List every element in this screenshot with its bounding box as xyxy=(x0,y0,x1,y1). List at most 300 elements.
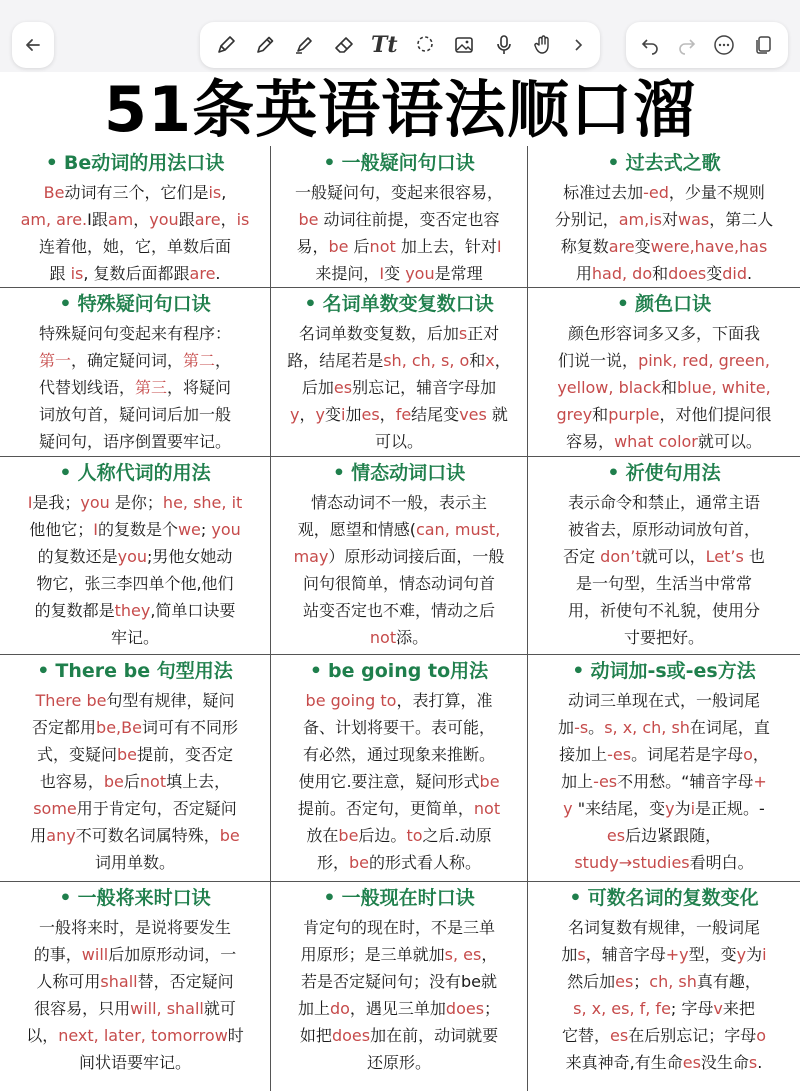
keyword: I xyxy=(27,493,33,512)
grammar-cell xyxy=(0,150,270,287)
text-segment: 的复数都是 xyxy=(34,601,115,620)
text-line xyxy=(277,401,521,428)
text-segment: 后加 xyxy=(301,378,334,397)
text-segment: 就 xyxy=(486,405,508,424)
text-segment: 式，变疑问 xyxy=(36,745,117,764)
text-segment: ，对他们提问很 xyxy=(659,405,772,424)
text-line xyxy=(534,374,794,401)
text-segment: 。 xyxy=(588,718,605,737)
text-line xyxy=(6,347,264,374)
text-line xyxy=(6,941,264,968)
cell-heading-text: Be动词的用法口诀 xyxy=(63,152,225,174)
text-segment: 牢记。 xyxy=(110,628,159,647)
text-segment: 的形式看人称。 xyxy=(369,853,482,872)
text-line xyxy=(277,968,521,995)
text-line xyxy=(534,597,794,624)
text-segment: ； xyxy=(484,999,501,1018)
text-line xyxy=(6,795,264,822)
cell-body xyxy=(277,489,521,651)
text-segment: 还原形。 xyxy=(366,1053,431,1072)
text-line xyxy=(534,320,794,347)
text-segment: 也容易， xyxy=(39,772,104,791)
text-line xyxy=(277,687,521,714)
text-segment: 加 xyxy=(561,945,578,964)
keyword: + xyxy=(753,772,767,791)
keyword: you xyxy=(405,264,435,283)
keyword: be xyxy=(103,772,124,791)
text-segment: 和 xyxy=(592,405,609,424)
image-icon[interactable] xyxy=(452,33,476,57)
text-segment: 是我； xyxy=(32,493,81,512)
grid-divider xyxy=(0,881,800,882)
text-segment: 是你； xyxy=(109,493,163,512)
text-line xyxy=(6,968,264,995)
cell-heading xyxy=(6,291,264,317)
text-segment: 时 xyxy=(227,1026,244,1045)
undo-icon[interactable] xyxy=(640,35,660,55)
text-line xyxy=(6,624,264,651)
keyword: ch, sh xyxy=(649,972,697,991)
keyword: some xyxy=(33,799,77,818)
text-line xyxy=(6,543,264,570)
text-segment: 是正规。- xyxy=(695,799,765,818)
cell-body xyxy=(534,914,794,1076)
text-segment: 和 xyxy=(661,378,678,397)
keyword: we xyxy=(177,520,201,539)
keyword: don’t xyxy=(600,547,642,566)
keyword: 第三 xyxy=(134,378,167,397)
text-segment: 们说一说， xyxy=(558,351,639,370)
text-line xyxy=(534,260,794,287)
text-line xyxy=(6,849,264,876)
keyword: i xyxy=(690,799,696,818)
keyword: next, later, tomorrow xyxy=(58,1026,228,1045)
text-line xyxy=(534,489,794,516)
text-segment: 和 xyxy=(469,351,486,370)
cell-body xyxy=(6,914,264,1076)
keyword: you xyxy=(149,210,179,229)
keyword: does xyxy=(668,264,707,283)
text-segment: , xyxy=(221,183,227,202)
text-segment: 的事， xyxy=(33,945,82,964)
text-segment: 加在前，动词就要 xyxy=(370,1026,499,1045)
text-segment: 结尾变 xyxy=(411,405,460,424)
text-segment: 接加上 xyxy=(559,745,608,764)
text-segment: . xyxy=(757,1053,763,1072)
text-line xyxy=(277,320,521,347)
text-line xyxy=(6,822,264,849)
text-segment: 是一句型，生活当中常常 xyxy=(575,574,752,593)
text-line xyxy=(6,516,264,543)
text-segment: 路，结尾若是 xyxy=(287,351,384,370)
keyword: can, must, xyxy=(415,520,501,539)
keyword: is xyxy=(70,264,84,283)
text-segment: 词用单数。 xyxy=(94,853,175,872)
text-segment: 词可有不同形 xyxy=(141,718,238,737)
cell-heading xyxy=(6,658,264,684)
keyword: s, es xyxy=(444,945,482,964)
bullet-icon: • xyxy=(304,293,317,315)
text-line xyxy=(534,516,794,543)
keyword: purple xyxy=(608,405,660,424)
text-line xyxy=(534,401,794,428)
text-segment: 连着他，她，它，单数后面 xyxy=(38,237,231,256)
text-segment: 然后加 xyxy=(567,972,616,991)
text-segment: 很容易，只用 xyxy=(34,999,131,1018)
cell-heading xyxy=(6,150,264,176)
bullet-icon: • xyxy=(323,887,336,909)
bullet-icon: • xyxy=(59,293,72,315)
text-segment: ，确定疑问词， xyxy=(70,351,183,370)
text-line xyxy=(277,516,521,543)
text-segment: 之后.动原 xyxy=(422,826,492,845)
text-line xyxy=(6,260,264,287)
keyword: will xyxy=(81,945,109,964)
grammar-cell xyxy=(0,658,270,876)
text-segment: 加上 xyxy=(561,772,594,791)
text-line xyxy=(534,624,794,651)
text-segment: 寸要把好。 xyxy=(623,628,704,647)
cell-heading-text: 人称代词的用法 xyxy=(77,462,211,484)
keyword: to xyxy=(406,826,423,845)
text-segment: 是常理 xyxy=(434,264,483,283)
bullet-icon: • xyxy=(616,293,630,315)
text-segment: ，将疑问 xyxy=(167,378,232,397)
text-line xyxy=(277,624,521,651)
text-segment: ，第二人 xyxy=(709,210,774,229)
keyword: not xyxy=(473,799,501,818)
text-segment: 若是否定疑问句；没有be就 xyxy=(300,972,497,991)
keyword: are xyxy=(189,264,216,283)
text-line xyxy=(6,179,264,206)
text-segment: , 复数后面都跟 xyxy=(83,264,190,283)
cell-heading-text: 过去式之歌 xyxy=(625,152,721,174)
text-segment: 颜色形容词多又多，下面我 xyxy=(567,324,760,343)
cell-body xyxy=(277,179,521,287)
keyword: were,have,has xyxy=(650,237,768,256)
keyword: s, x, es, f, fe xyxy=(573,999,671,1018)
keyword: did xyxy=(722,264,748,283)
text-segment: "来结尾，变 xyxy=(572,799,666,818)
text-line xyxy=(277,428,521,455)
text-line xyxy=(534,995,794,1022)
text-line xyxy=(6,374,264,401)
text-segment: 一般将来时，是说将要发生 xyxy=(38,918,231,937)
text-segment: 特殊疑问句变起来有程序： xyxy=(38,324,231,343)
text-segment: 变 xyxy=(384,264,406,283)
text-line xyxy=(277,849,521,876)
keyword: will, shall xyxy=(130,999,204,1018)
text-segment: 和 xyxy=(652,264,669,283)
bullet-icon: • xyxy=(572,660,585,682)
keyword: be xyxy=(298,210,319,229)
keyword: he, she, it xyxy=(162,493,243,512)
text-segment: 如把 xyxy=(299,1026,332,1045)
text-line xyxy=(534,914,794,941)
more-icon[interactable] xyxy=(713,34,735,56)
text-line xyxy=(6,233,264,260)
keyword: be,Be xyxy=(96,718,142,737)
text-line xyxy=(6,320,264,347)
text-segment: 用 xyxy=(30,826,47,845)
text-line xyxy=(277,374,521,401)
text-line xyxy=(277,914,521,941)
bullet-icon: • xyxy=(607,462,620,484)
keyword: had, do xyxy=(591,264,653,283)
keyword: not xyxy=(139,772,167,791)
text-line xyxy=(6,995,264,1022)
text-segment: ;男他女她动 xyxy=(147,547,233,566)
keyword: sh, ch, s, o xyxy=(383,351,470,370)
grammar-grid xyxy=(0,146,800,1091)
text-segment: 词放句首，疑问词后加一般 xyxy=(38,405,231,424)
cell-heading-text: 特殊疑问句口诀 xyxy=(77,293,211,315)
bullet-icon: • xyxy=(569,887,582,909)
cell-heading-text: 一般将来时口诀 xyxy=(77,887,211,909)
keyword: was xyxy=(678,210,710,229)
text-segment: 没生命 xyxy=(700,1053,749,1072)
keyword: be xyxy=(349,853,369,872)
keyword: y xyxy=(315,405,325,424)
text-segment: 称复数 xyxy=(560,237,609,256)
lasso-icon[interactable] xyxy=(413,33,437,57)
text-segment: 型，变 xyxy=(688,945,737,964)
text-segment: 有必然，通过现象来推断。 xyxy=(302,745,495,764)
grammar-cell xyxy=(528,658,800,876)
text-line xyxy=(534,822,794,849)
chevron-right-icon[interactable] xyxy=(570,37,586,53)
keyword: v xyxy=(713,999,723,1018)
cell-heading-text: 情态动词口诀 xyxy=(351,462,466,484)
keyword: fe xyxy=(395,405,412,424)
text-line xyxy=(6,597,264,624)
keyword: is xyxy=(208,183,222,202)
text-segment: 名词单数变复数，后加 xyxy=(298,324,459,343)
text-segment: 变 xyxy=(706,264,723,283)
text-segment: 用于肯定句，否定疑问 xyxy=(76,799,237,818)
text-line xyxy=(534,714,794,741)
grid-divider xyxy=(0,654,800,655)
grid-divider xyxy=(0,456,800,457)
text-segment: 肯定句的现在时，不是三单 xyxy=(302,918,495,937)
text-segment: 的复数还是 xyxy=(37,547,118,566)
grammar-cell xyxy=(271,658,527,876)
text-segment: 来把 xyxy=(722,999,755,1018)
text-segment: ，表打算，准 xyxy=(396,691,493,710)
text-tool-icon[interactable]: Tt xyxy=(371,32,398,58)
keyword: are xyxy=(194,210,221,229)
text-line xyxy=(6,768,264,795)
keyword: am,is xyxy=(618,210,662,229)
text-segment: ， xyxy=(494,351,511,370)
cell-body xyxy=(534,687,794,876)
text-segment: 替，否定疑问 xyxy=(137,972,234,991)
keyword: Let’s xyxy=(705,547,744,566)
text-line xyxy=(534,849,794,876)
text-line xyxy=(277,995,521,1022)
keyword: Be xyxy=(43,183,65,202)
highlighter-icon[interactable] xyxy=(292,33,316,57)
text-segment: 加上去，针对 xyxy=(395,237,497,256)
text-segment: 名词复数有规律，一般词尾 xyxy=(567,918,760,937)
text-segment: 物它，张三李四单个他,他们 xyxy=(36,574,234,593)
text-line xyxy=(534,1022,794,1049)
text-line xyxy=(277,179,521,206)
text-line xyxy=(6,428,264,455)
text-line xyxy=(277,741,521,768)
text-line xyxy=(6,914,264,941)
text-segment: 后 xyxy=(123,772,140,791)
bullet-icon: • xyxy=(45,152,58,174)
keyword: study→studies xyxy=(574,853,690,872)
keyword: am, are. xyxy=(20,210,88,229)
cell-body xyxy=(6,320,264,455)
text-segment: 易， xyxy=(296,237,329,256)
keyword: may xyxy=(293,547,329,566)
cell-heading-text: 一般疑问句口诀 xyxy=(341,152,475,174)
bullet-icon: • xyxy=(332,462,346,484)
cell-heading-text: be going to用法 xyxy=(328,660,489,682)
bullet-icon: • xyxy=(309,660,322,682)
pen-icon[interactable] xyxy=(214,33,238,57)
text-segment: . xyxy=(215,264,221,283)
cell-body xyxy=(6,489,264,651)
text-segment: ， xyxy=(133,210,150,229)
cell-heading xyxy=(534,885,794,911)
text-segment: 。词尾若是字母 xyxy=(631,745,744,764)
text-segment: 不用愁。“辅音字母 xyxy=(617,772,754,791)
text-line xyxy=(534,968,794,995)
text-segment: 就可以， xyxy=(641,547,706,566)
text-line xyxy=(534,1049,794,1076)
text-segment: 动词三单现在式，一般词尾 xyxy=(567,691,760,710)
text-line xyxy=(277,768,521,795)
text-segment: 看明白。 xyxy=(689,853,754,872)
pages-icon[interactable] xyxy=(752,34,774,56)
grammar-cell xyxy=(528,885,800,1076)
keyword: There be xyxy=(35,691,107,710)
text-segment: 提前。否定句，更简单， xyxy=(297,799,474,818)
redo-icon[interactable] xyxy=(677,35,697,55)
text-segment: 动词有三个，它们是 xyxy=(64,183,209,202)
keyword: does xyxy=(445,999,485,1018)
text-segment: 代替划线语， xyxy=(38,378,135,397)
text-line xyxy=(6,687,264,714)
text-segment: 真有趣， xyxy=(696,972,761,991)
text-segment: ， xyxy=(215,351,232,370)
microphone-icon[interactable] xyxy=(492,33,516,57)
text-line xyxy=(277,570,521,597)
text-segment: 人称可用 xyxy=(36,972,101,991)
hand-icon[interactable] xyxy=(531,33,555,57)
text-line xyxy=(534,543,794,570)
text-segment: 疑问句，语序倒置要牢记。 xyxy=(38,432,231,451)
text-segment: 分别记， xyxy=(554,210,619,229)
bullet-icon: • xyxy=(323,152,336,174)
bullet-icon: • xyxy=(59,462,72,484)
grammar-cell xyxy=(0,885,270,1076)
text-segment: 问句很简单，情态动词句首 xyxy=(302,574,495,593)
text-segment: ； xyxy=(633,972,650,991)
text-line xyxy=(534,941,794,968)
keyword: shall xyxy=(100,972,138,991)
bullet-icon: • xyxy=(59,887,72,909)
cell-body xyxy=(534,179,794,287)
keyword: es xyxy=(606,826,626,845)
text-segment: 也 xyxy=(743,547,765,566)
keyword: be xyxy=(117,745,137,764)
keyword: es xyxy=(361,405,380,424)
grammar-cell xyxy=(271,460,527,651)
cell-heading xyxy=(534,150,794,176)
text-segment: 变 xyxy=(634,237,651,256)
keyword: I xyxy=(379,264,385,283)
text-line xyxy=(534,206,794,233)
text-segment: 在后别忘记；字母 xyxy=(628,1026,757,1045)
text-segment: 形， xyxy=(316,853,349,872)
cell-body xyxy=(534,320,794,455)
keyword: pink, red, green, xyxy=(638,351,770,370)
cell-heading xyxy=(534,658,794,684)
grammar-cell xyxy=(0,460,270,651)
keyword: what color xyxy=(614,432,698,451)
text-segment: 用 xyxy=(575,264,592,283)
text-segment: 否定 xyxy=(563,547,601,566)
text-segment: 后 xyxy=(348,237,370,256)
grid-divider xyxy=(0,287,800,288)
text-line xyxy=(534,570,794,597)
text-segment: ， xyxy=(379,405,396,424)
cell-heading-text: 祈使句用法 xyxy=(625,462,721,484)
eraser-icon[interactable] xyxy=(332,33,356,57)
text-segment: 加 xyxy=(345,405,362,424)
keyword: s, x, ch, sh xyxy=(604,718,690,737)
text-line xyxy=(534,347,794,374)
cell-heading-text: 名词单数变复数口诀 xyxy=(322,293,494,315)
keyword: I xyxy=(93,520,98,539)
keyword: does xyxy=(331,1026,371,1045)
keyword: am xyxy=(107,210,134,229)
text-line xyxy=(277,1022,521,1049)
cell-body xyxy=(6,179,264,287)
keyword: are xyxy=(608,237,635,256)
text-segment: 用原形；是三单就加 xyxy=(300,945,445,964)
back-button[interactable] xyxy=(12,22,54,68)
text-segment: 跟 xyxy=(49,264,71,283)
keyword: es xyxy=(610,1026,629,1045)
keyword: i xyxy=(762,945,767,964)
text-line xyxy=(6,741,264,768)
pencil-icon[interactable] xyxy=(253,33,277,57)
grammar-cell xyxy=(0,291,270,455)
keyword: be xyxy=(328,237,349,256)
text-segment: 一般疑问句，变起来很容易， xyxy=(294,183,503,202)
text-segment: 它替， xyxy=(561,1026,610,1045)
text-segment: 对 xyxy=(662,210,679,229)
cell-heading xyxy=(277,885,521,911)
text-segment: 就可以。 xyxy=(697,432,762,451)
text-segment: 容易， xyxy=(566,432,615,451)
text-segment: 标准过去加 xyxy=(563,183,644,202)
keyword: is xyxy=(236,210,250,229)
text-segment: ）原形动词接后面，一般 xyxy=(328,547,505,566)
text-segment: 间状语要牢记。 xyxy=(78,1053,191,1072)
text-segment: I跟 xyxy=(87,210,108,229)
text-segment: 表示命令和禁止，通常主语 xyxy=(567,493,760,512)
text-segment: 句型有规律，疑问 xyxy=(106,691,235,710)
text-line xyxy=(277,1049,521,1076)
cell-heading xyxy=(6,460,264,486)
